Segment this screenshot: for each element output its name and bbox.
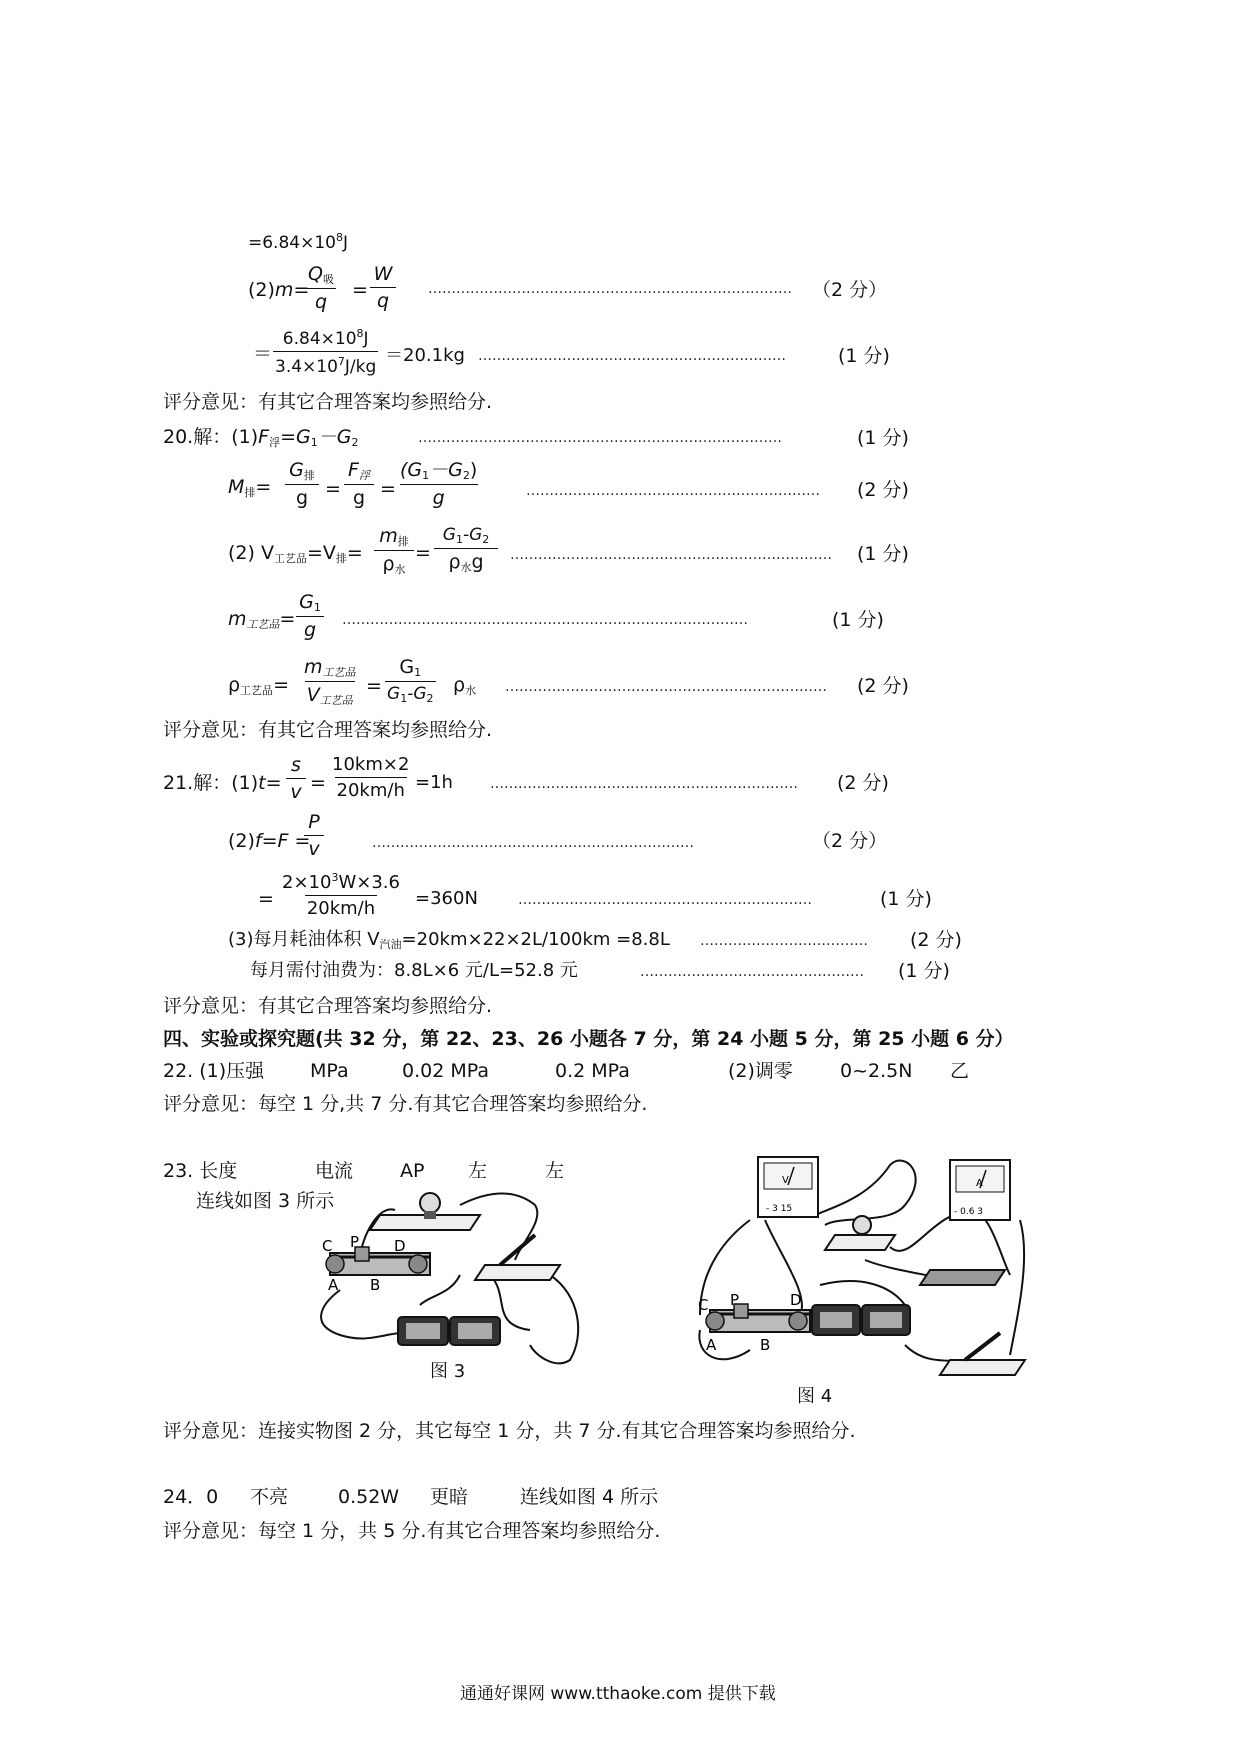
q20-score-5: (2 分) — [857, 675, 909, 697]
q19-frac-W-q: $\frac{W}{q}$ — [370, 265, 396, 311]
fig3-caption: 图 3 — [430, 1361, 466, 1382]
q21-result-1: =1h — [415, 772, 453, 793]
fig4-battery-1-label — [820, 1312, 852, 1328]
fig4-lamp-board — [825, 1235, 895, 1250]
q21-score-3: (1 分) — [880, 888, 932, 910]
q20-frac-F-g: $F_浮$ g — [344, 461, 374, 508]
comment-d: 评分意见：每空 1 分,共 7 分.有其它合理答案均参照给分. — [163, 1093, 648, 1115]
fig4-wire — [820, 1281, 905, 1305]
q21-dots-2: …………………………………………………………… — [372, 835, 694, 851]
fig4-wire — [1010, 1220, 1024, 1355]
q21-score-1: (2 分) — [837, 772, 889, 794]
q24-c: 0.52W — [338, 1486, 400, 1508]
q21-dots-4: ……………………………… — [700, 933, 868, 949]
fig4-switch-board — [940, 1360, 1025, 1375]
q21-line5: 每月需付油费为：8.8L×6 元/L=52.8 元 — [250, 960, 578, 981]
q22-e: (2)调零 — [728, 1060, 793, 1082]
fig3-label-b: B — [370, 1276, 381, 1294]
fig4-rheostat-end-left — [706, 1312, 724, 1330]
q21-frac-km: $\frac{10km\times 2}{20km/h}$ — [332, 754, 410, 801]
q20-frac-G1-G1G2: $\frac{G_1}{G_1-G_2}$ — [387, 656, 434, 705]
q21-eq-a: = — [310, 772, 326, 794]
comment-a: 评分意见：有其它合理答案均参照给分. — [163, 391, 493, 413]
q19-score-2: (1 分) — [838, 345, 890, 367]
q20-frac-m-rho: $m_排$ $\rho_水$ — [374, 527, 414, 575]
q21-frac-power: $\frac{2\times 10^3W\times 3.6}{20km/h}$ — [282, 871, 400, 919]
fig3-label-p: P — [350, 1233, 360, 1251]
q24-b: 不亮 — [250, 1486, 289, 1508]
q21-eq-b: = — [258, 888, 274, 910]
comment-f: 评分意见：每空 1 分，共 5 分.有其它合理答案均参照给分. — [163, 1520, 661, 1542]
fig4-ammeter-scale: - 0.6 3 — [954, 1207, 984, 1217]
fig4-voltmeter-scale: - 3 15 — [766, 1204, 793, 1214]
fig3-rheostat-end-left — [326, 1255, 344, 1273]
q22-d: 0.2 MPa — [555, 1060, 630, 1082]
fig3-battery-2-label — [458, 1323, 492, 1339]
fig4-battery-2-label — [870, 1312, 902, 1328]
q24-e: 连线如图 4 所示 — [520, 1486, 659, 1508]
q20-eq-c: = — [415, 542, 431, 564]
q20-eq-d: = — [366, 675, 382, 697]
q19-score-1: （2 分） — [812, 279, 888, 301]
q20-M-lhs: $M_排=$ — [228, 476, 272, 499]
q21-frac-s-v: $\frac{s}{v}$ — [286, 756, 306, 802]
q20-V-lhs: (2) $V_{工艺品}=V_排=$ — [228, 542, 363, 565]
q22-c: 0.02 MPa — [402, 1060, 489, 1082]
q21-line4: (3)每月耗油体积 $V_{汽油}=20km\times 22\times 2L/100km =8.8L$ — [228, 929, 670, 951]
q20-eq-b: = — [380, 478, 396, 500]
fig4-label-c: C — [698, 1296, 709, 1314]
figure-4-circuit — [690, 1155, 1040, 1395]
fig4-lamp-bulb — [853, 1216, 871, 1234]
comment-c: 评分意见：有其它合理答案均参照给分. — [163, 995, 493, 1017]
q21-line1-lhs: 21.解：(1)t= — [163, 772, 282, 794]
q20-frac-G-g: $G_排$ g — [285, 461, 319, 508]
q21-score-5: (1 分) — [898, 960, 950, 982]
fig4-rheostat-end-right — [789, 1312, 807, 1330]
q20-dots-5: …………………………………………………………… — [505, 679, 827, 695]
comment-b: 评分意见：有其它合理答案均参照给分. — [163, 719, 493, 741]
q20-score-4: (1 分) — [832, 609, 884, 631]
q24-a: 24．0 — [163, 1486, 219, 1508]
q20-dots-2: ……………………………………………………… — [526, 483, 820, 499]
q20-frac-G1G2-g: $\frac{(G_1-G_2)}{g}$ — [400, 459, 478, 509]
q20-rho-water: $\rho_水$ — [453, 674, 477, 697]
q22-f: 0~2.5N — [840, 1060, 913, 1082]
q19-result: ＝20.1kg — [385, 345, 465, 366]
fig3-label-a: A — [328, 1276, 339, 1294]
q24-d: 更暗 — [430, 1486, 469, 1508]
fig3-wire — [530, 1275, 578, 1363]
q23-c: AP — [400, 1160, 425, 1182]
fig3-label-c: C — [322, 1237, 333, 1255]
q19-frac-Q-q: $Q_吸$ q — [306, 265, 336, 312]
fig4-label-p: P — [730, 1291, 740, 1309]
q23-e: 左 — [545, 1160, 565, 1182]
q21-score-4: (2 分) — [910, 929, 962, 951]
q20-frac-m-V: $m_{工艺品}$ $V_{工艺品}$ — [304, 656, 356, 707]
q21-result-3: =360N — [415, 888, 478, 909]
q23-line2: 连线如图 3 所示 — [196, 1190, 335, 1212]
fig4-wire — [815, 1161, 916, 1225]
fig4-voltmeter-symbol: V — [782, 1175, 789, 1186]
q21-dots-3: ……………………………………………………… — [518, 892, 812, 908]
fig4-switch-lever — [965, 1333, 1000, 1360]
q19-dots-1: …………………………………………………………………… — [428, 281, 792, 297]
q21-frac-P-v: $\frac{P}{v}$ — [304, 813, 324, 859]
q19-dots-2: ………………………………………………………… — [478, 348, 786, 364]
q20-dots-1: …………………………………………………………………… — [418, 430, 782, 446]
q22-a: 22. (1)压强 — [163, 1060, 265, 1082]
q21-dots-5: ………………………………………… — [640, 964, 864, 980]
q19-part2-lhs: (2)m= — [248, 279, 310, 301]
q20-rho-lhs: $\rho_{工艺品}=$ — [228, 674, 289, 697]
fig3-lamp-socket — [424, 1211, 436, 1219]
fig3-wire — [321, 1290, 400, 1338]
section-4-heading: 四、实验或探究题(共 32 分，第 22、23、26 小题各 7 分，第 24 小题 5 分，第 25 小题 6 分） — [163, 1028, 1014, 1050]
q19-frac-result: $\frac{6.84\times 10^8J}{3.4\times 10^7J/kg}$ — [275, 327, 377, 377]
fig3-switch-lever — [500, 1235, 535, 1265]
q22-b: MPa — [310, 1060, 349, 1082]
q20-frac-G1-g: $\frac{G_1}{g}$ — [296, 593, 324, 640]
q20-line1: 20.解：$(1)F_浮=G_1-G_2$ — [163, 426, 359, 449]
q20-dots-4: …………………………………………………………………………… — [342, 612, 748, 628]
q20-dots-3: …………………………………………………………… — [510, 547, 832, 563]
q20-score-3: (1 分) — [857, 543, 909, 565]
q20-score-1: (1 分) — [857, 427, 909, 449]
q21-dots-1: ………………………………………………………… — [490, 776, 798, 792]
fig4-ammeter-symbol: A — [976, 1178, 983, 1189]
fig4-resistor-bar — [920, 1270, 1005, 1285]
q21-line2-lhs: (2)f=F = — [228, 830, 311, 852]
q19-line-a: $=6.84\times 10^8J$ — [248, 231, 348, 253]
q19-eq2: = — [352, 279, 368, 301]
fig3-lamp-bulb — [420, 1193, 440, 1213]
q23-d: 左 — [468, 1160, 488, 1182]
fig4-label-b: B — [760, 1336, 771, 1354]
fig3-wire — [420, 1275, 460, 1305]
fig3-switch-board — [475, 1265, 560, 1280]
q19-eq3: ＝ — [253, 343, 273, 365]
fig4-label-a: A — [706, 1336, 717, 1354]
q20-eq-a: = — [325, 478, 341, 500]
fig3-rheostat-end-right — [409, 1255, 427, 1273]
figure-3-circuit — [320, 1185, 590, 1385]
q20-score-2: (2 分) — [857, 479, 909, 501]
fig4-caption: 图 4 — [797, 1386, 833, 1407]
q21-score-2: （2 分） — [812, 830, 888, 852]
q20-frac-G1G2-rhog: $G_1-G_2$ $\rho_水g$ — [434, 527, 498, 573]
comment-e: 评分意见：连接实物图 2 分，其它每空 1 分，共 7 分.有其它合理答案均参照给分. — [163, 1420, 856, 1442]
fig3-label-d: D — [394, 1237, 406, 1255]
q22-g: 乙 — [950, 1060, 970, 1082]
q23-a: 23. 长度 — [163, 1160, 238, 1182]
fig3-battery-1-label — [406, 1323, 440, 1339]
q23-b: 电流 — [315, 1160, 354, 1182]
q20-m-lhs: $m_{工艺品}=$ — [228, 608, 296, 631]
fig4-label-d: D — [790, 1291, 802, 1309]
page-footer: 通通好课网 www.tthaoke.com 提供下载 — [460, 1684, 776, 1704]
